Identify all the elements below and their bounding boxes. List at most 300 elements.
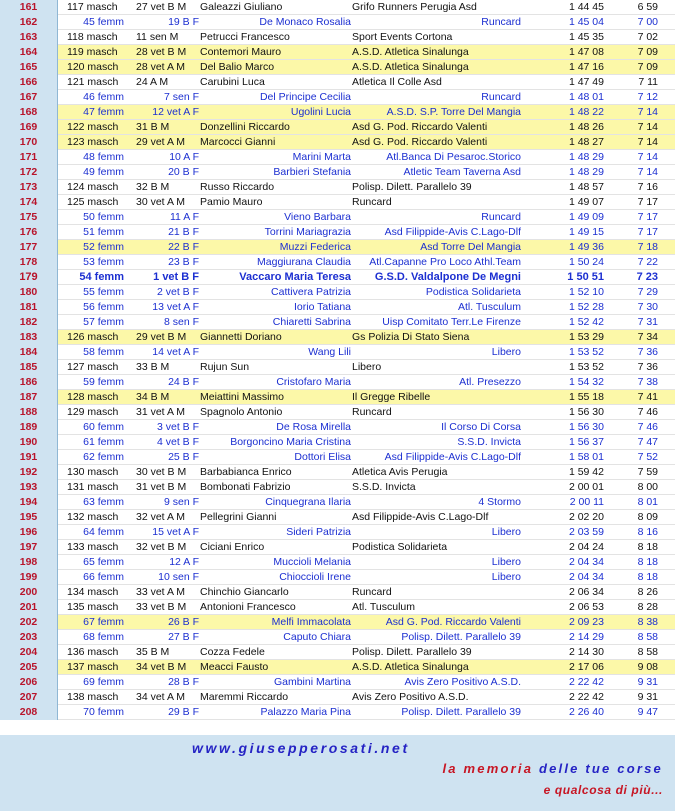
bib-gender-rank: 54 femm <box>79 271 124 283</box>
athlete-name: Spagnolo Antonio <box>200 406 283 418</box>
athlete-name: Donzellini Riccardo <box>200 121 290 133</box>
bib-gender-rank: 136 masch <box>67 646 119 658</box>
team-name: Libero <box>491 571 521 583</box>
team-name: Asd G. Pod. Riccardo Valenti <box>352 136 488 148</box>
finish-time: 1 44 45 <box>568 1 604 13</box>
team-name: Polisp. Dilett. Parallelo 39 <box>401 706 521 718</box>
table-row <box>0 555 675 570</box>
category-rank: 15 vet A F <box>152 526 199 538</box>
finish-time: 1 55 18 <box>568 391 604 403</box>
position-cell: 199 <box>0 570 58 585</box>
category-rank: 11 sen M <box>136 31 179 43</box>
position-cell: 179 <box>0 270 58 285</box>
slogan <box>442 761 663 776</box>
pace-per-km: 7 17 <box>637 211 658 223</box>
pace-per-km: 7 59 <box>637 466 658 478</box>
pace-per-km: 8 00 <box>637 481 658 493</box>
category-rank: 12 A F <box>169 556 199 568</box>
finish-time: 2 09 23 <box>568 616 604 628</box>
bib-gender-rank: 65 femm <box>83 556 124 568</box>
table-row <box>0 90 675 105</box>
pace-per-km: 9 31 <box>637 691 658 703</box>
position-cell: 172 <box>0 165 58 180</box>
team-name: Avis Zero Positivo A.S.D. <box>352 691 469 703</box>
category-rank: 7 sen F <box>163 91 199 103</box>
category-rank: 32 vet B M <box>136 541 187 553</box>
athlete-name: Caputo Chiara <box>283 631 351 643</box>
finish-time: 2 04 34 <box>568 571 604 583</box>
finish-time: 1 52 42 <box>568 316 604 328</box>
slogan-part1: la memoria <box>442 761 534 776</box>
position-cell: 164 <box>0 45 58 60</box>
category-rank: 2 vet B F <box>156 286 199 298</box>
category-rank: 11 A F <box>170 211 199 223</box>
finish-time: 1 54 32 <box>568 376 604 388</box>
pace-per-km: 7 29 <box>637 286 658 298</box>
team-name: Polisp. Dilett. Parallelo 39 <box>401 631 521 643</box>
team-name: G.S.D. Valdalpone De Megni <box>374 271 521 283</box>
athlete-name: Giannetti Doriano <box>200 331 282 343</box>
website-link[interactable]: www.giusepperosati.net <box>192 740 410 756</box>
table-row <box>0 495 675 510</box>
bib-gender-rank: 64 femm <box>83 526 124 538</box>
pace-per-km: 6 59 <box>637 1 658 13</box>
finish-time: 1 53 52 <box>568 346 604 358</box>
table-row <box>0 0 675 15</box>
team-name: Atl.Capanne Pro Loco Athl.Team <box>369 256 521 268</box>
category-rank: 23 B F <box>168 256 199 268</box>
finish-time: 2 04 24 <box>568 541 604 553</box>
finish-time: 2 17 06 <box>568 661 604 673</box>
table-row <box>0 510 675 525</box>
table-row <box>0 345 675 360</box>
pace-per-km: 7 47 <box>637 436 658 448</box>
pace-per-km: 7 17 <box>637 196 658 208</box>
athlete-name: Ciciani Enrico <box>200 541 265 553</box>
category-rank: 29 B F <box>168 706 199 718</box>
athlete-name: Cozza Fedele <box>200 646 265 658</box>
position-cell: 173 <box>0 180 58 195</box>
team-name: Asd G. Pod. Riccardo Valenti <box>385 616 521 628</box>
table-row <box>0 465 675 480</box>
pace-per-km: 8 58 <box>637 646 658 658</box>
position-cell: 204 <box>0 645 58 660</box>
finish-time: 1 45 35 <box>568 31 604 43</box>
position-cell: 208 <box>0 705 58 720</box>
position-cell: 177 <box>0 240 58 255</box>
team-name: A.S.D. Atletica Sinalunga <box>352 661 469 673</box>
bib-gender-rank: 47 femm <box>83 106 124 118</box>
bib-gender-rank: 137 masch <box>67 661 119 673</box>
category-rank: 1 vet B F <box>153 271 199 283</box>
team-name: S.S.D. Invicta <box>457 436 521 448</box>
team-name: Runcard <box>352 406 392 418</box>
team-name: Polisp. Dilett. Parallelo 39 <box>352 181 472 193</box>
position-cell: 167 <box>0 90 58 105</box>
athlete-name: Torrini Mariagrazia <box>264 226 351 238</box>
position-cell: 165 <box>0 60 58 75</box>
category-rank: 24 A M <box>136 76 169 88</box>
team-name: Atl.Banca Di Pesaroc.Storico <box>386 151 521 163</box>
bib-gender-rank: 138 masch <box>67 691 119 703</box>
pace-per-km: 7 22 <box>637 256 658 268</box>
finish-time: 2 06 53 <box>568 601 604 613</box>
finish-time: 2 14 30 <box>568 646 604 658</box>
athlete-name: Petrucci Francesco <box>200 31 290 43</box>
category-rank: 4 vet B F <box>156 436 199 448</box>
position-cell: 176 <box>0 225 58 240</box>
bib-gender-rank: 55 femm <box>83 286 124 298</box>
team-name: Polisp. Dilett. Parallelo 39 <box>352 646 472 658</box>
finish-time: 2 22 42 <box>568 676 604 688</box>
athlete-name: Chiaretti Sabrina <box>272 316 351 328</box>
category-rank: 12 vet A F <box>152 106 199 118</box>
team-name: 4 Stormo <box>478 496 521 508</box>
category-rank: 27 B F <box>168 631 199 643</box>
pace-per-km: 8 18 <box>637 541 658 553</box>
table-row <box>0 30 675 45</box>
position-cell: 206 <box>0 675 58 690</box>
athlete-name: Cinquegrana Ilaria <box>265 496 351 508</box>
bib-gender-rank: 59 femm <box>83 376 124 388</box>
team-name: Il Gregge Ribelle <box>352 391 431 403</box>
team-name: Gs Polizia Di Stato Siena <box>352 331 470 343</box>
finish-time: 1 47 08 <box>568 46 604 58</box>
pace-per-km: 8 16 <box>637 526 658 538</box>
team-name: Atl. Presezzo <box>459 376 521 388</box>
athlete-name: Cristofaro Maria <box>276 376 351 388</box>
table-row <box>0 180 675 195</box>
table-row <box>0 165 675 180</box>
position-cell: 174 <box>0 195 58 210</box>
finish-time: 1 59 42 <box>568 466 604 478</box>
position-cell: 198 <box>0 555 58 570</box>
category-rank: 30 vet A M <box>136 196 186 208</box>
finish-time: 1 49 09 <box>568 211 604 223</box>
tagline: e qualcosa di più... <box>543 783 663 797</box>
pace-per-km: 7 02 <box>637 31 658 43</box>
athlete-name: Chioccioli Irene <box>279 571 351 583</box>
bib-gender-rank: 120 masch <box>67 61 119 73</box>
team-name: S.S.D. Invicta <box>352 481 416 493</box>
footer-banner <box>0 735 675 811</box>
table-row <box>0 60 675 75</box>
table-row <box>0 210 675 225</box>
pace-per-km: 7 14 <box>637 166 658 178</box>
category-rank: 34 vet B M <box>136 661 187 673</box>
position-cell: 184 <box>0 345 58 360</box>
finish-time: 1 48 57 <box>568 181 604 193</box>
finish-time: 1 56 37 <box>568 436 604 448</box>
pace-per-km: 7 14 <box>637 136 658 148</box>
category-rank: 28 B F <box>168 676 199 688</box>
finish-time: 1 52 28 <box>568 301 604 313</box>
pace-per-km: 7 46 <box>637 406 658 418</box>
team-name: Atl. Tusculum <box>352 601 416 613</box>
bib-gender-rank: 49 femm <box>83 166 124 178</box>
athlete-name: Carubini Luca <box>200 76 265 88</box>
position-cell: 181 <box>0 300 58 315</box>
position-cell: 200 <box>0 585 58 600</box>
category-rank: 32 B M <box>136 181 170 193</box>
category-rank: 19 B F <box>168 16 199 28</box>
category-rank: 28 vet B M <box>136 46 187 58</box>
bib-gender-rank: 69 femm <box>83 676 124 688</box>
table-row <box>0 300 675 315</box>
bib-gender-rank: 123 masch <box>67 136 119 148</box>
pace-per-km: 7 38 <box>637 376 658 388</box>
finish-time: 2 26 40 <box>568 706 604 718</box>
table-row <box>0 75 675 90</box>
team-name: Libero <box>491 346 521 358</box>
position-cell: 188 <box>0 405 58 420</box>
table-row <box>0 600 675 615</box>
pace-per-km: 8 18 <box>637 571 658 583</box>
table-row <box>0 480 675 495</box>
category-rank: 29 vet A M <box>136 136 186 148</box>
table-row <box>0 405 675 420</box>
pace-per-km: 7 14 <box>637 151 658 163</box>
table-row <box>0 150 675 165</box>
bib-gender-rank: 50 femm <box>83 211 124 223</box>
table-row <box>0 525 675 540</box>
bib-gender-rank: 66 femm <box>83 571 124 583</box>
position-cell: 161 <box>0 0 58 15</box>
bib-gender-rank: 125 masch <box>67 196 119 208</box>
finish-time: 1 48 26 <box>568 121 604 133</box>
athlete-name: Barbieri Stefania <box>273 166 351 178</box>
table-row <box>0 690 675 705</box>
table-row <box>0 195 675 210</box>
finish-time: 1 48 27 <box>568 136 604 148</box>
bib-gender-rank: 128 masch <box>67 391 119 403</box>
bib-gender-rank: 121 masch <box>67 76 119 88</box>
finish-time: 2 14 29 <box>568 631 604 643</box>
finish-time: 1 50 51 <box>567 271 604 283</box>
pace-per-km: 7 31 <box>637 316 658 328</box>
category-rank: 34 B M <box>136 391 170 403</box>
athlete-name: Galeazzi Giuliano <box>200 1 283 13</box>
category-rank: 10 A F <box>169 151 199 163</box>
athlete-name: Sideri Patrizia <box>286 526 351 538</box>
position-cell: 180 <box>0 285 58 300</box>
position-cell: 195 <box>0 510 58 525</box>
athlete-name: Antonioni Francesco <box>200 601 296 613</box>
bib-gender-rank: 46 femm <box>83 91 124 103</box>
category-rank: 26 B F <box>168 616 199 628</box>
athlete-name: Muccioli Melania <box>273 556 351 568</box>
position-cell: 196 <box>0 525 58 540</box>
table-row <box>0 390 675 405</box>
athlete-name: De Rosa Mirella <box>276 421 351 433</box>
athlete-name: Russo Riccardo <box>200 181 275 193</box>
table-row <box>0 255 675 270</box>
pace-per-km: 7 23 <box>636 271 658 283</box>
pace-per-km: 7 36 <box>637 361 658 373</box>
position-cell: 186 <box>0 375 58 390</box>
finish-time: 2 00 11 <box>569 496 604 508</box>
category-rank: 25 B F <box>168 451 199 463</box>
bib-gender-rank: 56 femm <box>83 301 124 313</box>
bib-gender-rank: 117 masch <box>67 1 118 13</box>
team-name: Sport Events Cortona <box>352 31 453 43</box>
team-name: A.S.D. Atletica Sinalunga <box>352 46 469 58</box>
pace-per-km: 7 17 <box>637 226 658 238</box>
pace-per-km: 7 30 <box>637 301 658 313</box>
table-row <box>0 615 675 630</box>
category-rank: 8 sen F <box>163 316 199 328</box>
position-cell: 169 <box>0 120 58 135</box>
pace-per-km: 7 52 <box>637 451 658 463</box>
bib-gender-rank: 129 masch <box>67 406 119 418</box>
pace-per-km: 8 26 <box>637 586 658 598</box>
table-row <box>0 315 675 330</box>
finish-time: 1 48 22 <box>568 106 604 118</box>
position-cell: 193 <box>0 480 58 495</box>
bib-gender-rank: 51 femm <box>83 226 124 238</box>
finish-time: 1 58 01 <box>568 451 604 463</box>
bib-gender-rank: 132 masch <box>67 511 119 523</box>
table-row <box>0 105 675 120</box>
finish-time: 1 48 29 <box>568 166 604 178</box>
table-row <box>0 15 675 30</box>
athlete-name: Chinchio Giancarlo <box>200 586 289 598</box>
table-row <box>0 450 675 465</box>
position-cell: 175 <box>0 210 58 225</box>
position-cell: 192 <box>0 465 58 480</box>
category-rank: 14 vet A F <box>152 346 199 358</box>
pace-per-km: 7 16 <box>637 181 658 193</box>
table-row <box>0 570 675 585</box>
pace-per-km: 7 00 <box>637 16 658 28</box>
pace-per-km: 8 01 <box>637 496 658 508</box>
category-rank: 10 sen F <box>158 571 199 583</box>
bib-gender-rank: 67 femm <box>83 616 124 628</box>
category-rank: 3 vet B F <box>156 421 199 433</box>
bib-gender-rank: 52 femm <box>83 241 124 253</box>
table-row <box>0 630 675 645</box>
table-row <box>0 270 675 285</box>
position-cell: 187 <box>0 390 58 405</box>
bib-gender-rank: 118 masch <box>67 31 118 43</box>
athlete-name: Iorio Tatiana <box>293 301 351 313</box>
position-cell: 191 <box>0 450 58 465</box>
team-name: Atletica Avis Perugia <box>352 466 448 478</box>
pace-per-km: 8 28 <box>637 601 658 613</box>
category-rank: 33 vet B M <box>136 601 187 613</box>
finish-time: 2 04 34 <box>568 556 604 568</box>
athlete-name: Del Principe Cecilia <box>259 91 351 103</box>
table-row <box>0 660 675 675</box>
position-cell: 205 <box>0 660 58 675</box>
finish-time: 2 02 20 <box>568 511 604 523</box>
athlete-name: Gambini Martina <box>273 676 351 688</box>
table-row <box>0 45 675 60</box>
bib-gender-rank: 62 femm <box>83 451 124 463</box>
pace-per-km: 7 14 <box>637 106 658 118</box>
category-rank: 30 vet B M <box>136 466 187 478</box>
bib-gender-rank: 127 masch <box>67 361 119 373</box>
position-cell: 194 <box>0 495 58 510</box>
category-rank: 31 vet B M <box>136 481 187 493</box>
table-row <box>0 540 675 555</box>
table-row <box>0 675 675 690</box>
finish-time: 1 47 16 <box>568 61 604 73</box>
category-rank: 13 vet A F <box>152 301 199 313</box>
team-name: Asd Filippide-Avis C.Lago-Dlf <box>384 451 521 463</box>
position-cell: 197 <box>0 540 58 555</box>
bib-gender-rank: 58 femm <box>83 346 124 358</box>
bib-gender-rank: 70 femm <box>83 706 124 718</box>
category-rank: 9 sen F <box>163 496 199 508</box>
finish-time: 1 49 36 <box>568 241 604 253</box>
team-name: Uisp Comitato Terr.Le Firenze <box>382 316 521 328</box>
position-cell: 170 <box>0 135 58 150</box>
team-name: Libero <box>352 361 382 373</box>
team-name: Podistica Solidarieta <box>352 541 448 553</box>
pace-per-km: 7 09 <box>637 61 658 73</box>
finish-time: 1 49 07 <box>568 196 604 208</box>
category-rank: 33 B M <box>136 361 170 373</box>
bib-gender-rank: 131 masch <box>67 481 119 493</box>
pace-per-km: 9 47 <box>637 706 658 718</box>
position-cell: 163 <box>0 30 58 45</box>
athlete-name: Bombonati Fabrizio <box>200 481 291 493</box>
pace-per-km: 7 11 <box>638 76 658 88</box>
category-rank: 31 vet A M <box>136 406 186 418</box>
table-row <box>0 435 675 450</box>
pace-per-km: 8 18 <box>637 556 658 568</box>
team-name: Runcard <box>481 16 521 28</box>
position-cell: 189 <box>0 420 58 435</box>
team-name: Podistica Solidarieta <box>425 286 521 298</box>
position-cell: 178 <box>0 255 58 270</box>
bib-gender-rank: 60 femm <box>83 421 124 433</box>
team-name: Il Corso Di Corsa <box>441 421 521 433</box>
finish-time: 2 22 42 <box>568 691 604 703</box>
category-rank: 27 vet B M <box>136 1 187 13</box>
table-row <box>0 285 675 300</box>
team-name: Libero <box>491 526 521 538</box>
category-rank: 29 vet B M <box>136 331 187 343</box>
team-name: Atletic Team Taverna Asd <box>403 166 521 178</box>
bib-gender-rank: 126 masch <box>67 331 119 343</box>
athlete-name: Maremmi Riccardo <box>200 691 289 703</box>
pace-per-km: 7 09 <box>637 46 658 58</box>
pace-per-km: 8 09 <box>637 511 658 523</box>
pace-per-km: 8 58 <box>637 631 658 643</box>
team-name: Atletica Il Colle Asd <box>352 76 442 88</box>
finish-time: 2 03 59 <box>568 526 604 538</box>
table-row <box>0 375 675 390</box>
slogan-part2: delle tue corse <box>533 761 663 776</box>
team-name: Atl. Tusculum <box>457 301 521 313</box>
athlete-name: De Monaco Rosalia <box>259 16 351 28</box>
position-cell: 166 <box>0 75 58 90</box>
athlete-name: Marini Marta <box>292 151 351 163</box>
finish-time: 1 49 15 <box>568 226 604 238</box>
finish-time: 2 06 34 <box>568 586 604 598</box>
position-cell: 203 <box>0 630 58 645</box>
finish-time: 1 50 24 <box>568 256 604 268</box>
table-row <box>0 585 675 600</box>
position-cell: 201 <box>0 600 58 615</box>
category-rank: 32 vet A M <box>136 511 186 523</box>
team-name: Asd Filippide-Avis C.Lago-Dlf <box>352 511 489 523</box>
team-name: Runcard <box>481 211 521 223</box>
position-cell: 162 <box>0 15 58 30</box>
athlete-name: Contemori Mauro <box>200 46 282 58</box>
